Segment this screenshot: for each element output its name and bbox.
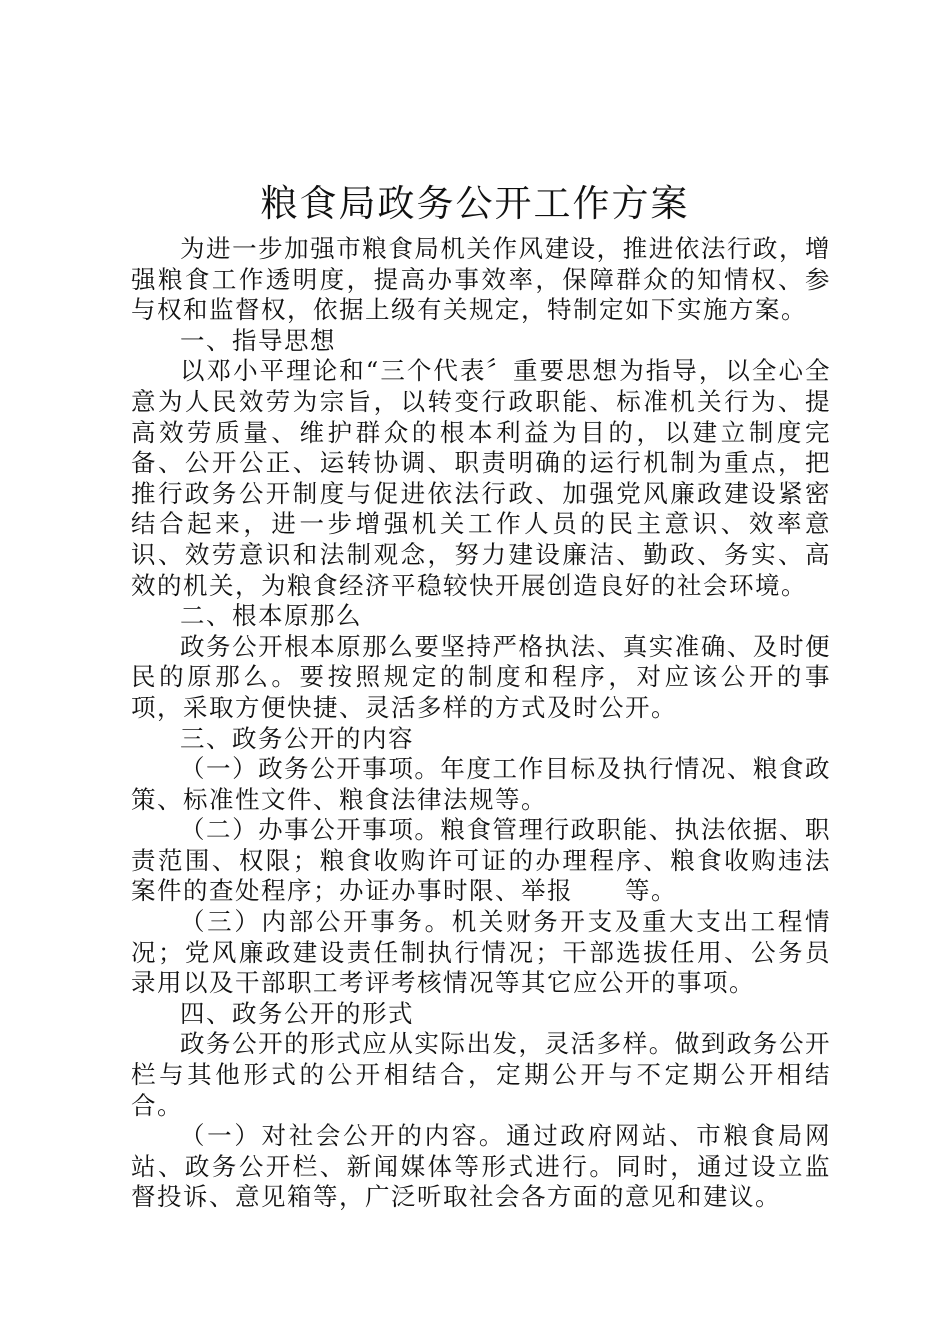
paragraph-guiding-ideology: 以邓小平理论和“三个代表〞重要思想为指导，以全心全意为人民效劳为宗旨，以转变行政职能、标准机关行为、提高效劳质量、维护群众的根本利益为目的，以建立制度完备、公开公正、运转协调、职责明确的运行机制为重点，把推行政务公开制度与促进依法行政、加强党风廉政建设紧密结合起来，进一步增强机关工作人员的民主意识、效率意识、效劳意识和法制观念，努力建设廉洁、勤政、务实、高效的机关，为粮食经济平稳较快开展创造良好的社会环境。 [131,356,831,600]
paragraph-forms: 政务公开的形式应从实际出发，灵活多样。做到政务公开栏与其他形式的公开相结合，定期公开与不定期公开相结合。 [131,1029,831,1120]
document-title: 粮食局政务公开工作方案 [260,182,690,225]
paragraph-content-item-2: （二）办事公开事项。粮食管理行政职能、执法依据、职责范围、权限；粮食收购许可证的办理程序、粮食收购违法案件的查处程序；办证办事时限、举报 等。 [131,815,831,906]
paragraph-basic-principles: 政务公开根本原那么要坚持严格执法、真实准确、及时便民的原那么。要按照规定的制度和程序，对应该公开的事项，采取方便快捷、灵活多样的方式及时公开。 [131,631,831,722]
document-body [131,234,831,1213]
section-heading-forms: 四、政务公开的形式 [180,998,414,1028]
section-heading-basic-principles: 二、根本原那么 [180,601,362,631]
section-heading-content: 三、政务公开的内容 [180,723,414,753]
paragraph-forms-item-1: （一）对社会公开的内容。通过政府网站、市粮食局网站、政务公开栏、新闻媒体等形式进行。同时，通过设立监督投诉、意见箱等，广泛听取社会各方面的意见和建议。 [131,1121,831,1212]
paragraph-content-item-1: （一）政务公开事项。年度工作目标及执行情况、粮食政策、标准性文件、粮食法律法规等。 [131,754,831,814]
section-heading-guiding-ideology: 一、指导思想 [180,325,336,355]
paragraph-content-item-3: （三）内部公开事务。机关财务开支及重大支出工程情况；党风廉政建设责任制执行情况；干部选拔任用、公务员录用以及干部职工考评考核情况等其它应公开的事项。 [131,907,831,998]
paragraph-intro: 为进一步加强市粮食局机关作风建设，推进依法行政，增强粮食工作透明度，提高办事效率，保障群众的知情权、参与权和监督权，依据上级有关规定，特制定如下实施方案。 [131,234,831,325]
